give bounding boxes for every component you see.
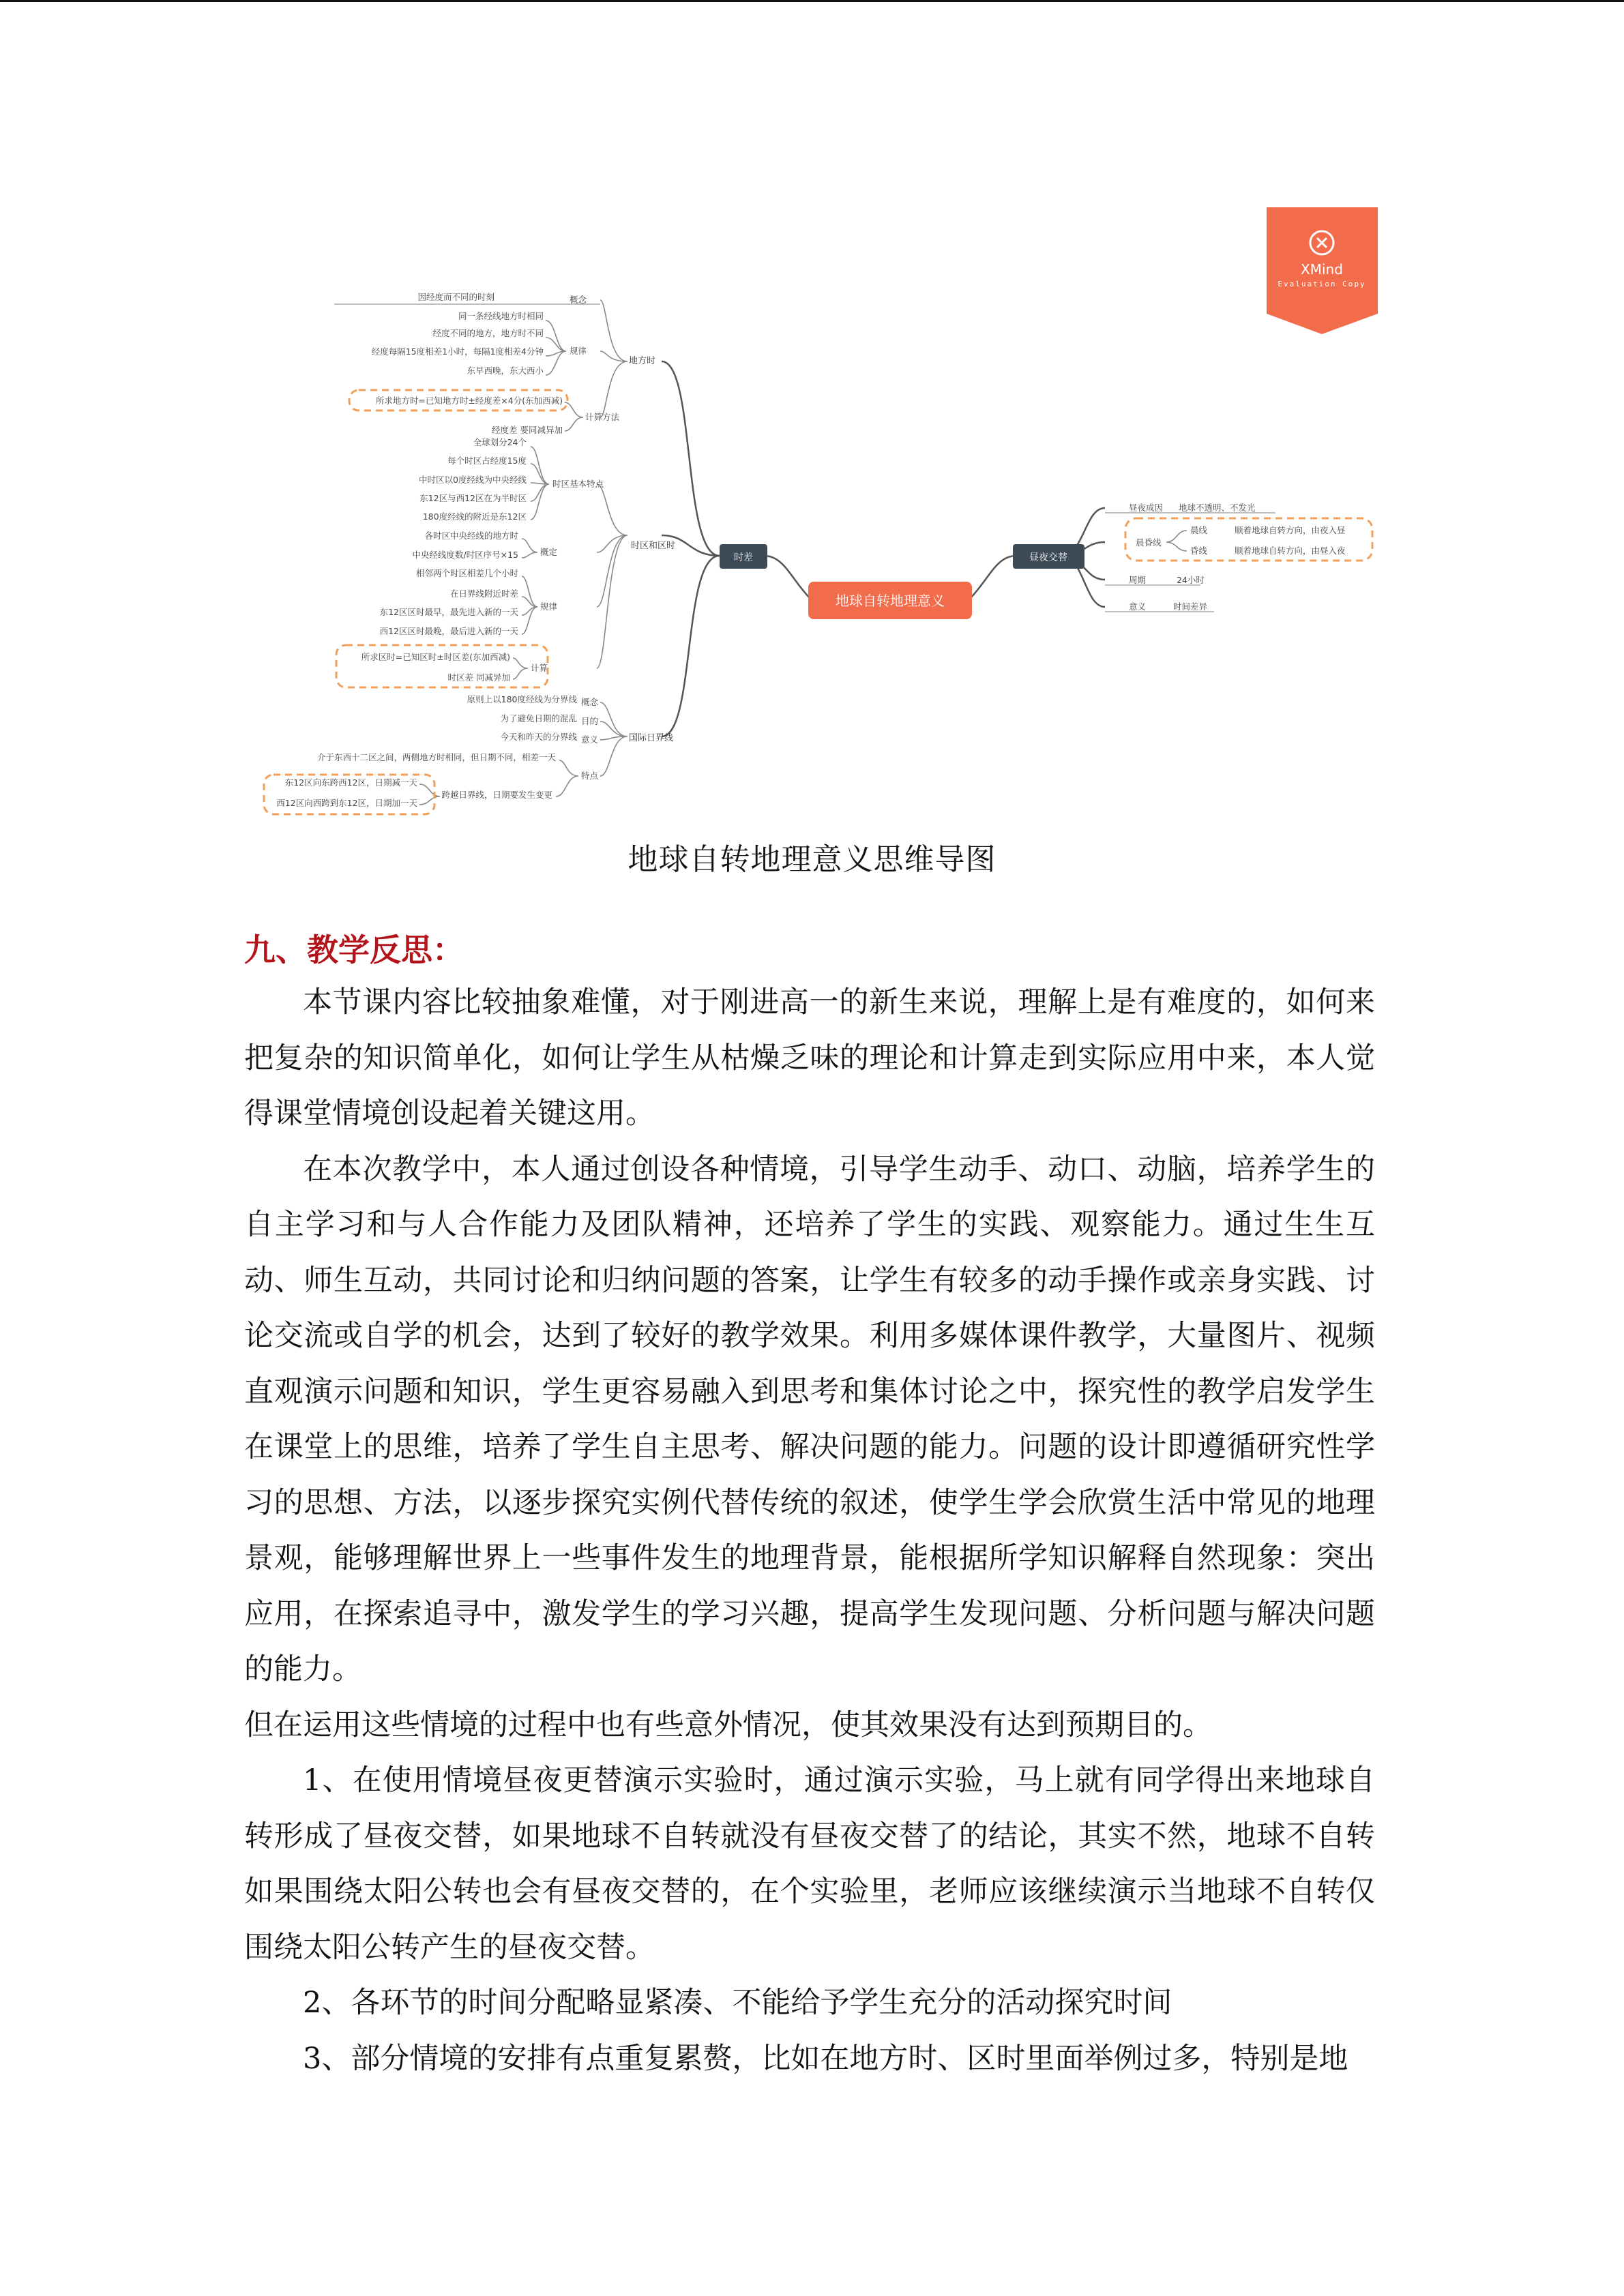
item-quguilv-1: 相邻两个时区相差几个小时 <box>415 568 518 578</box>
item-rj-yiyi: 今天和昨天的分界线 <box>500 732 577 742</box>
item-quguilv-3: 东12区区时最早，最先进入新的一天 <box>379 607 518 617</box>
paragraph-6: 3、部分情境的安排有点重复累赘，比如在地方时、区时里面举例过多，特别是地 <box>303 2041 1348 2076</box>
node-zhouye-label: 昼夜交替 <box>1029 552 1067 563</box>
item-quguilv-4: 西12区区时最晚，最后进入新的一天 <box>379 626 518 636</box>
reflection-body <box>244 975 1375 2087</box>
paragraph-1: 本节课内容比较抽象难懂，对于刚进高一的新生来说，理解上是有难度的，如何来把复杂的知识简单化，如何让学生从枯燥乏味的理论和计算走到实际应用中来，本人觉得课堂情境创设起着关键这用。 <box>244 985 1375 1131</box>
mind-map <box>246 198 1419 832</box>
item-difangshi-gainian: 因经度而不同的时刻 <box>417 292 494 302</box>
item-quji-2: 时区差 同减异加 <box>447 672 510 683</box>
item-quji-1: 所求区时=已知区时±时区差(东加西减) <box>361 652 510 662</box>
figure-caption: 地球自转地理意义思维导图 <box>628 842 996 877</box>
item-guilv-3: 经度每隔15度相差1小时，每隔1度相差4分钟 <box>371 346 544 357</box>
label-tedian-2: 特点 <box>581 771 599 781</box>
label-gainian-2: 概念 <box>581 697 599 707</box>
connector-left-c <box>662 556 720 736</box>
item-tedian-5: 180度经线的附近是东12区 <box>422 511 527 522</box>
group-shiqu: 时区和区时 <box>631 541 676 551</box>
group-difangshi: 地方时 <box>629 356 656 366</box>
item-zy-yiyi: 时间差异 <box>1173 601 1208 612</box>
item-tedian-1: 全球划分24个 <box>473 437 527 447</box>
item-quguilv-2: 在日界线附近时差 <box>449 588 518 599</box>
label-guilv-2: 规律 <box>540 601 558 612</box>
label-mudi: 目的 <box>581 716 599 726</box>
paragraph-2: 在本次教学中，本人通过创设各种情境，引导学生动手、动口、动脑，培养学生的自主学习和与人合作能力及团队精神，还培养了学生的实践、观察能力。通过生生互动、师生互动，共同讨论和归纳问题的答案，让学生有较多的动手操作或亲身实践、讨论交流或自学的机会，达到了较好的教学效果。利用多媒体课件教学，大量图片、视频直观演示问题和知识，学生更容易融入到思考和集体讨论之中，探究性的教学启发学生在课堂上的思维，培养了学生自主思考、解决问题的能力。问题的设计即遵循研究性学习的思想、方法，以逐步探究实例代替传统的叙述，使学生学会欣赏生活中常见的地理景观，能够理解世界上一些事件发生的地理背景，能根据所学知识解释自然现象：突出应用，在探索追寻中，激发学生的学习兴趣，提高学生发现问题、分析问题与解决问题的能力。 <box>244 1152 1375 1686</box>
label-chenxian: 晨线 <box>1190 525 1208 535</box>
item-chenxian: 顺着地球自转方向，由夜入昼 <box>1235 525 1346 535</box>
group-chenhunxian: 晨昏线 <box>1136 537 1162 548</box>
connector-center-left <box>764 556 812 600</box>
item-guilv-1: 同一条经线地方时相同 <box>458 311 544 321</box>
item-rj-tedian-4: 西12区向西跨到东12区，日期加一天 <box>276 798 417 808</box>
item-jisuan-2: 经度差 要同减异加 <box>492 425 563 435</box>
label-jisuan-1: 计算方法 <box>585 412 620 422</box>
node-shicha-label: 时差 <box>734 552 753 563</box>
center-label: 地球自转地理意义 <box>836 593 945 609</box>
group-zhouye-chengyin: 昼夜成因 <box>1129 503 1164 513</box>
watermark-brand: XMind <box>1301 261 1343 278</box>
label-shiqu-tedian: 时区基本特点 <box>552 479 604 489</box>
section-heading: 九、教学反思： <box>244 931 464 968</box>
watermark-sub: Evaluation Copy <box>1278 280 1366 288</box>
label-jisuan-2: 计算 <box>531 663 548 673</box>
item-rj-tedian-3: 东12区向东跨西12区，日期减一天 <box>284 777 417 788</box>
item-rj-mudi: 为了避免日期的混乱 <box>500 713 577 724</box>
label-gainian-1: 概念 <box>570 295 587 305</box>
item-rj-tedian-1: 介于东西十二区之间，两侧地方时相同，但日期不同，相差一天 <box>316 752 556 762</box>
group-zhouqi: 周期 <box>1129 575 1147 585</box>
label-hunxian: 昏线 <box>1190 546 1208 556</box>
item-guilv-4: 东早西晚，东大西小 <box>467 366 544 376</box>
group-zy-yiyi: 意义 <box>1129 601 1147 612</box>
item-rj-tedian-2: 跨越日界线，日期要发生变更 <box>441 790 552 800</box>
item-tedian-2: 每个时区占经度15度 <box>447 456 527 466</box>
item-tedian-3: 中时区以0度经线为中央经线 <box>419 475 527 485</box>
page-top-border <box>0 0 1624 2</box>
item-zhouqi: 24小时 <box>1177 575 1205 585</box>
item-gaiding-2: 中央经线度数/时区序号×15 <box>412 550 518 560</box>
item-rj-gainian: 原则上以180度经线为分界线 <box>467 694 577 704</box>
node-shicha[interactable] <box>720 544 767 569</box>
item-guilv-2: 经度不同的地方，地方时不同 <box>432 328 544 338</box>
item-tedian-4: 东12区与西12区在为半时区 <box>419 493 527 503</box>
group-rijiexian: 国际日界线 <box>629 733 674 743</box>
label-yiyi: 意义 <box>581 734 599 745</box>
label-gaiding: 概定 <box>540 547 558 557</box>
paragraph-3: 但在运用这些情境的过程中也有些意外情况，使其效果没有达到预期目的。 <box>244 1708 1212 1742</box>
center-node[interactable] <box>808 582 972 619</box>
connector-left-a <box>662 361 720 556</box>
item-hunxian: 顺着地球自转方向，由昼入夜 <box>1235 546 1346 556</box>
paragraph-4: 1、在使用情境昼夜更替演示实验时，通过演示实验，马上就有同学得出来地球自转形成了昼夜交替，如果地球不自转就没有昼夜交替了的结论，其实不然，地球不自转如果围绕太阳公转也会有昼夜交替的，在个实验里，老师应该继续演示当地球不自转仅围绕太阳公转产生的昼夜交替。 <box>244 1763 1375 1965</box>
item-chengyin: 地球不透明、不发光 <box>1179 503 1256 513</box>
item-gaiding-1: 各时区中央经线的地方时 <box>424 531 518 541</box>
node-zhouye[interactable] <box>1013 544 1084 569</box>
item-jisuan-1: 所求地方时=已知地方时±经度差×4分(东加西减) <box>375 396 563 406</box>
connector-difangshi <box>600 300 628 417</box>
connector-center-right <box>969 556 1016 600</box>
paragraph-5: 2、各环节的时间分配略显紧凑、不能给予学生充分的活动探究时间 <box>303 1986 1172 2020</box>
xmind-watermark <box>1267 207 1378 334</box>
label-guilv-1: 规律 <box>570 346 587 356</box>
